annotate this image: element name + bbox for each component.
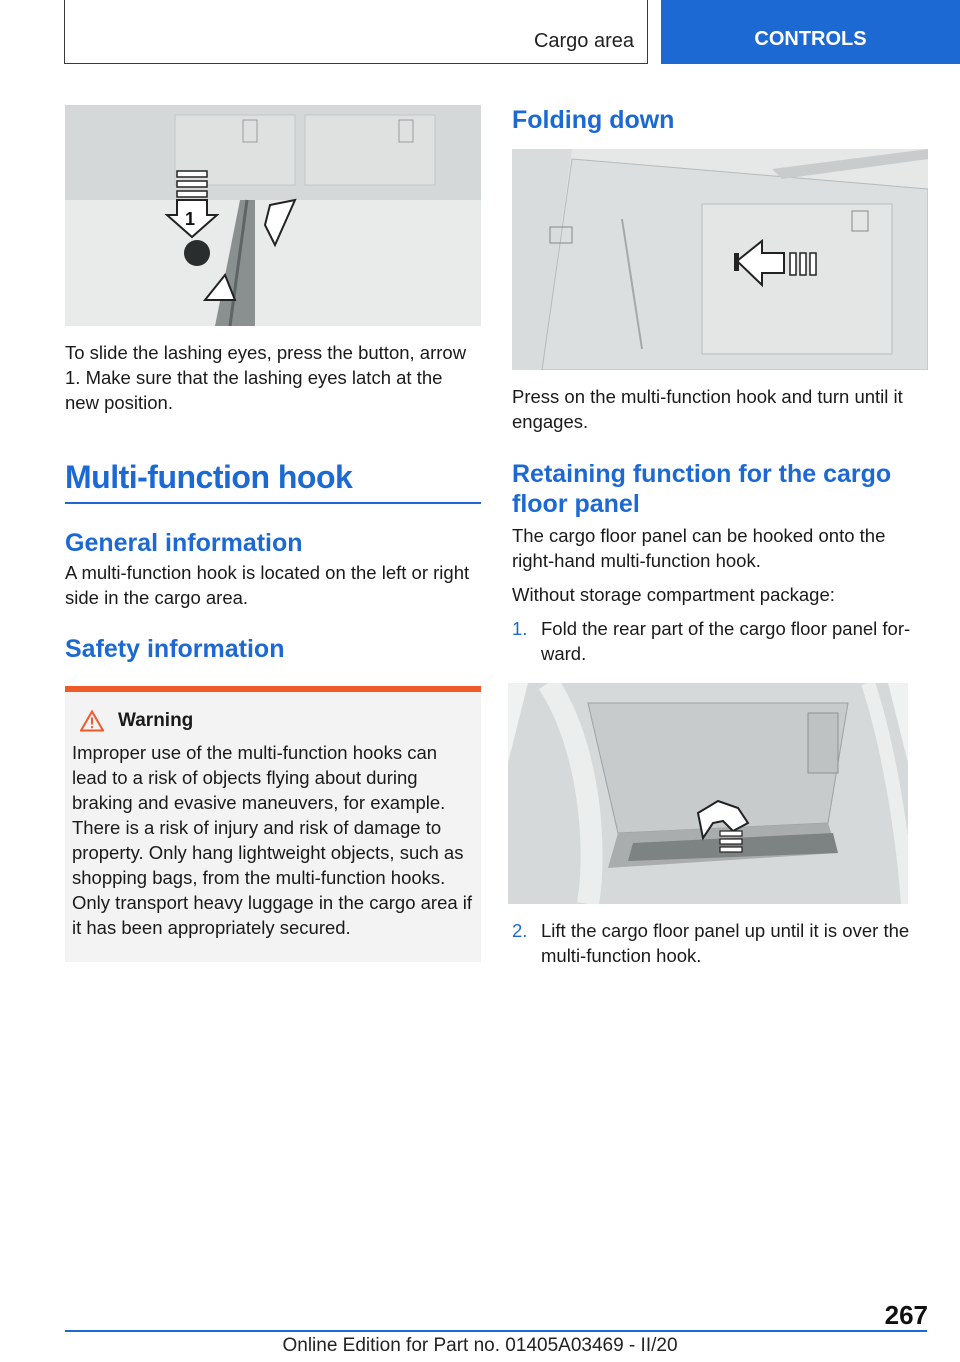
step-number: 1.	[512, 618, 528, 639]
step-item	[512, 616, 928, 666]
folding-down-heading: Folding down	[512, 106, 675, 134]
lashing-eyes-instruction: To slide the lashing eyes, press the button, arrow 1. Make sure that the lashing eyes latch at the new position.	[65, 342, 467, 413]
warning-title-row	[72, 710, 473, 732]
warning-title: Warning	[118, 710, 194, 731]
retaining-function-text: The cargo floor panel can be hooked onto the right-hand multi-function hook.	[512, 525, 886, 571]
step-text: Fold the rear part of the cargo floor panel forward.	[541, 618, 911, 664]
left-column	[65, 105, 481, 962]
retaining-function-heading: Retaining function for the cargo floor panel	[512, 460, 892, 518]
figure-callout-1: 1	[185, 209, 196, 229]
figure-lashing-eyes	[65, 105, 481, 326]
page-number: 267	[884, 1300, 928, 1330]
step-number: 2.	[512, 920, 528, 941]
footer-divider	[65, 1330, 927, 1332]
general-information-text: A multi-function hook is located on the left or right side in the cargo area.	[65, 562, 470, 608]
right-column	[512, 105, 928, 968]
step-item	[512, 918, 928, 968]
warning-triangle-icon	[80, 710, 104, 732]
header-section-title: Cargo area	[533, 30, 634, 52]
folding-down-text: Press on the multi-function hook and turn until it engages.	[512, 386, 903, 432]
without-storage-text: Without storage compartment package:	[512, 584, 835, 605]
safety-information-heading: Safety information	[65, 635, 285, 663]
section-heading-multi-function-hook: Multi-function hook	[65, 459, 481, 504]
header-chapter-tab[interactable]: CONTROLS	[661, 0, 960, 64]
footer-edition-text: Online Edition for Part no. 01405A03469 - II/20	[282, 1335, 678, 1356]
figure-folding-down	[512, 149, 928, 370]
warning-text: Improper use of the multi-function hooks can lead to a risk of objects flying about during braking and evasive maneuvers, for example. There is a risk of injury and risk of damage to property. Only hang lightweight objects, such as shopping bags, from the multi-function hooks. Only transport heavy luggage in the cargo area if it has been appropriately secured.	[72, 742, 473, 938]
general-information-heading: General information	[65, 529, 303, 557]
steps-list-continued	[512, 918, 928, 968]
steps-list	[512, 616, 928, 666]
figure-cargo-floor-panel	[508, 683, 908, 904]
step-text: Lift the cargo floor panel up until it is over the multi-function hook.	[541, 920, 910, 966]
warning-box	[65, 686, 481, 962]
